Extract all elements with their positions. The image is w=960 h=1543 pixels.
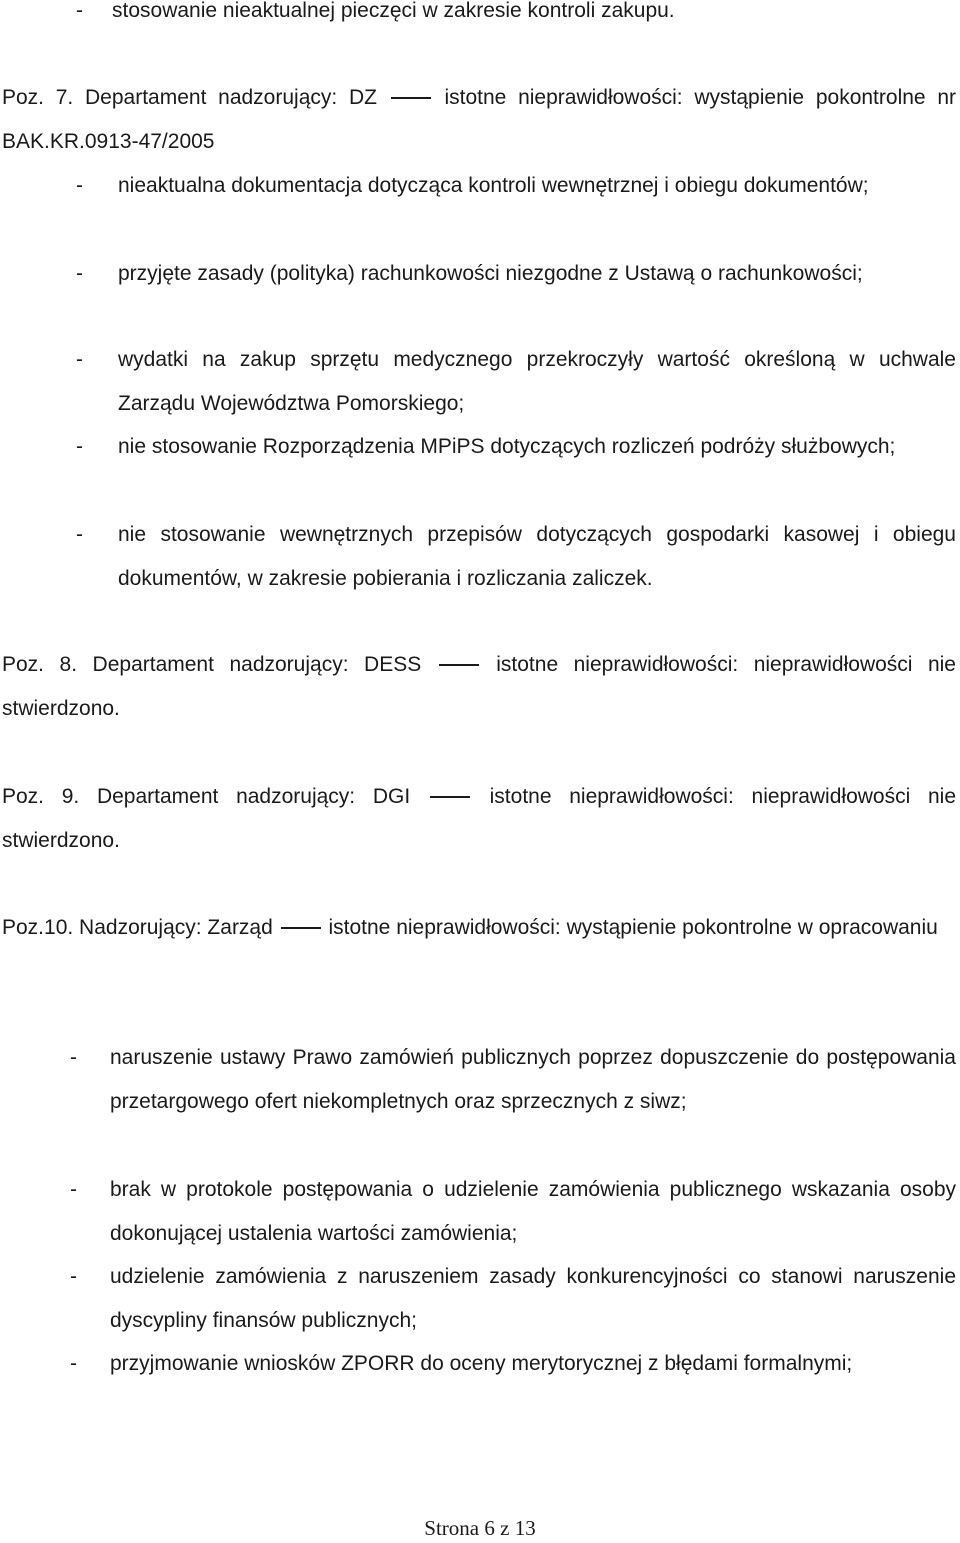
list-item <box>76 513 956 601</box>
list-dash: - <box>76 348 83 371</box>
list-item-text: stosowanie nieaktualnej pieczęci w zakresie kontroli zakupu. <box>112 0 675 22</box>
list-dash: - <box>76 523 83 546</box>
list-item-text: przyjmowanie wniosków ZPORR do oceny merytorycznej z błędami formalnymi; <box>110 1352 853 1375</box>
em-dash-line <box>430 796 470 798</box>
section-lead: Poz.10. Nadzorujący: Zarząd <box>2 916 273 939</box>
list-item-text: nie stosowanie wewnętrznych przepisów dotyczących gospodarki kasowej i obiegu dokumentów, w zakresie pobierania i rozliczania zaliczek. <box>118 523 956 590</box>
section-text: istotne nieprawidłowości: nieprawidłowości nie stwierdzono. <box>2 653 956 720</box>
list-dash: - <box>76 0 83 22</box>
list-dash: - <box>76 262 83 285</box>
list-item <box>70 1255 956 1343</box>
em-dash-line <box>281 927 321 929</box>
em-dash-line <box>391 97 431 99</box>
list-item-text: naruszenie ustawy Prawo zamówień publicznych poprzez dopuszczenie do postępowania przetargowego ofert niekompletnych oraz sprzecznych z siwz; <box>110 1046 956 1113</box>
list-dash: - <box>70 1352 77 1375</box>
section-lead: Poz. 9. Departament nadzorujący: DGI <box>2 785 411 808</box>
list-item-text: nie stosowanie Rozporządzenia MPiPS dotyczących rozliczeń podróży służbowych; <box>118 435 896 458</box>
section-poz-7 <box>2 76 956 164</box>
section-text: istotne nieprawidłowości: wystąpienie pokontrolne w opracowaniu <box>328 916 938 939</box>
section-poz-9 <box>2 775 956 863</box>
list-item <box>76 338 956 426</box>
list-dash: - <box>70 1046 77 1069</box>
list-item <box>70 1036 956 1124</box>
page-number-footer: Strona 6 z 13 <box>424 1516 536 1540</box>
section-lead: Poz. 7. Departament nadzorujący: DZ <box>2 86 377 109</box>
section-poz-8 <box>2 643 956 731</box>
list-item <box>70 1168 956 1256</box>
list-item-text: przyjęte zasady (polityka) rachunkowości niezgodne z Ustawą o rachunkowości; <box>118 262 863 285</box>
list-dash: - <box>70 1265 77 1288</box>
list-item-text: nieaktualna dokumentacja dotycząca kontroli wewnętrznej i obiegu dokumentów; <box>118 174 869 197</box>
list-item-text: udzielenie zamówienia z naruszeniem zasady konkurencyjności co stanowi naruszenie dyscypliny finansów publicznych; <box>110 1265 956 1332</box>
list-item <box>76 425 956 469</box>
list-dash: - <box>76 435 83 458</box>
list-item-text: brak w protokole postępowania o udzielenie zamówienia publicznego wskazania osoby dokonującej ustalenia wartości zamówienia; <box>110 1178 956 1245</box>
list-item <box>76 164 956 208</box>
list-item <box>76 252 956 296</box>
section-lead: Poz. 8. Departament nadzorujący: DESS <box>2 653 422 676</box>
list-dash: - <box>70 1178 77 1201</box>
list-item <box>70 1342 956 1386</box>
list-item <box>76 0 956 33</box>
list-item-text: wydatki na zakup sprzętu medycznego przekroczyły wartość określoną w uchwale Zarządu Województwa Pomorskiego; <box>118 348 956 415</box>
section-text: istotne nieprawidłowości: wystąpienie pokontrolne nr BAK.KR.0913-47/2005 <box>2 86 956 153</box>
em-dash-line <box>439 664 479 666</box>
section-poz-10 <box>2 906 956 950</box>
section-text: istotne nieprawidłowości: nieprawidłowości nie stwierdzono. <box>2 785 956 852</box>
list-dash: - <box>76 174 83 197</box>
